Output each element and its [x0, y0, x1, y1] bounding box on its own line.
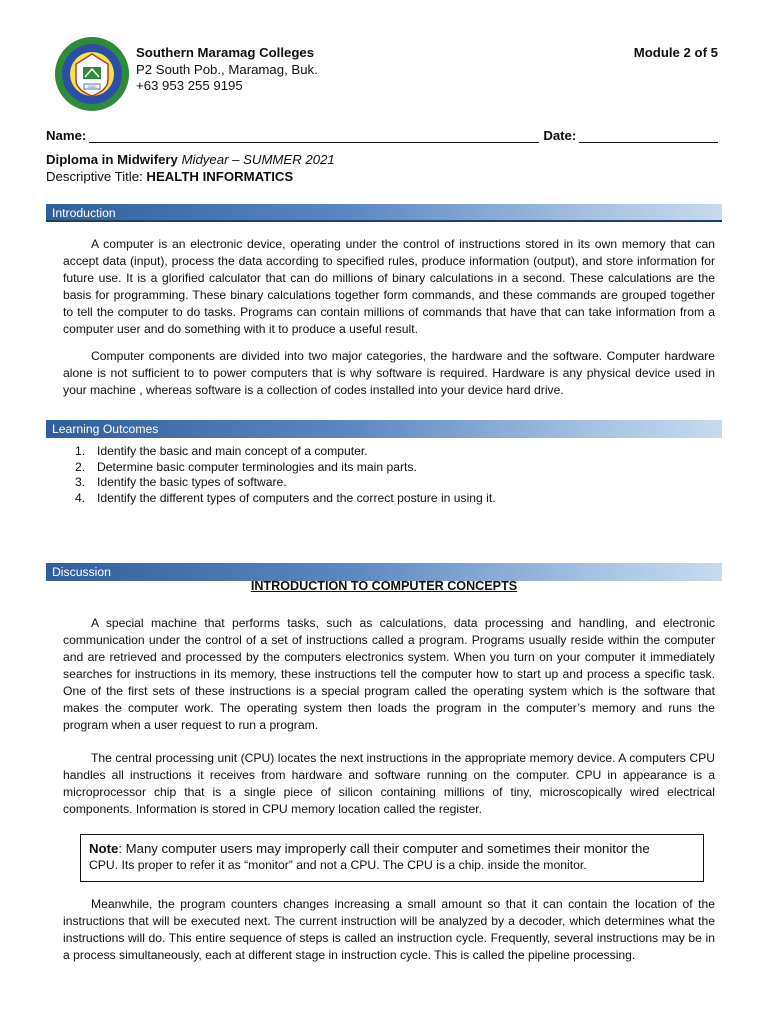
section-header-introduction: Introduction [46, 204, 722, 222]
name-field[interactable] [89, 130, 539, 143]
date-field[interactable] [579, 130, 718, 143]
title-label: Descriptive Title: [46, 168, 143, 184]
program-name: Diploma in Midwifery [46, 152, 178, 167]
intro-paragraph-1: A computer is an electronic device, operating under the control of instructions stored in its own memory that can accept data (input), process the data according to specified rules, produce information (output), and store information for future use. It is a glorified calculator that can do millions of binary calculations in a second. These calculations are the basis for programming. These binary calculations together form commands, and these commands are grouped together to tell the computer to do tasks. Programs can contain millions of commands that have that can take information from a computer user and do something with it to produce a useful result. [63, 237, 715, 336]
intro-paragraph-2: Computer components are divided into two major categories, the hardware and the software. Computer hardware alone is not sufficient to to power computers that is why software is required. Hardware is any physical device used in your machine , whereas software is a collection of codes installed into your device hard drive. [63, 349, 715, 397]
school-info [136, 45, 318, 95]
note-line-2: CPU. Its proper to refer it as “monitor” and not a CPU. The CPU is a chip. inside the monitor. [89, 858, 587, 872]
list-item: 1. Identify the basic and main concept of a computer. [75, 444, 368, 458]
list-item: 2. Determine basic computer terminologies and its main parts. [75, 459, 417, 474]
section-header-discussion: Discussion [46, 563, 722, 581]
module-indicator: Module 2 of 5 [633, 45, 718, 60]
school-phone: +63 953 255 9195 [136, 78, 243, 94]
list-item: 4. Identify the different types of computers and the correct posture in using it. [75, 490, 496, 505]
learning-outcomes-list [75, 444, 496, 506]
term: Midyear – SUMMER 2021 [181, 152, 335, 167]
school-name: Southern Maramag Colleges [136, 45, 315, 60]
name-label: Name: [46, 128, 87, 143]
discussion-paragraph-1: A special machine that performs tasks, such as calculations, data processing and handling, and electronic communication under the control of a set of instructions called a program. Programs usually reside within the computer and are retrieved and processed by the computers electronics system. When you turn on your computer it immediately searches for instructions in its memory, these instructions tell the computer how to start up and process a specific task. One of the first sets of these instructions is a special program called the operating system which is the software that makes the computer work. The operating system then loads the program in the computer’s memory and runs the program when a user request to run a program. [63, 616, 715, 732]
course-info [46, 152, 335, 185]
list-item: 3. Identify the basic types of software. [75, 475, 287, 489]
school-address: P2 South Pob., Maramag, Buk. [136, 61, 318, 77]
discussion-title: INTRODUCTION TO COMPUTER CONCEPTS [250, 579, 518, 593]
date-label: Date: [543, 128, 577, 143]
name-date-line [46, 128, 718, 143]
section-header-learning-outcomes: Learning Outcomes [46, 420, 722, 438]
descriptive-title: HEALTH INFORMATICS [146, 168, 294, 184]
discussion-paragraph-3: Meanwhile, the program counters changes increasing a small amount so that it can contain the location of the instructions that will be executed next. The current instruction will be analyzed by a decoder, which determines what the instructions will do. This entire sequence of steps is called an instruction cycle. Frequently, several instructions may be in a process simultaneously, each at different stage in instruction cycle. This is called the pipeline processing. [63, 897, 715, 962]
svg-text:2000: 2000 [87, 84, 97, 89]
note-box: Note: Many computer users may improperly call their computer and sometimes their monitor the CPU. Its proper to refer it as “monitor” and not a CPU. The CPU is a chip. inside the monitor. [80, 834, 704, 882]
discussion-paragraph-2: The central processing unit (CPU) locates the next instructions in the appropriate memory device. A computers CPU handles all instructions it receives from hardware and software running on the computer. CPU in appearance is a microprocessor chip that is a single piece of silicon containing millions of tiny, microscopically wired electrical components. Information is stored in CPU memory location called the register. [63, 751, 715, 816]
school-logo [54, 36, 130, 112]
note-label: Note [89, 841, 119, 856]
